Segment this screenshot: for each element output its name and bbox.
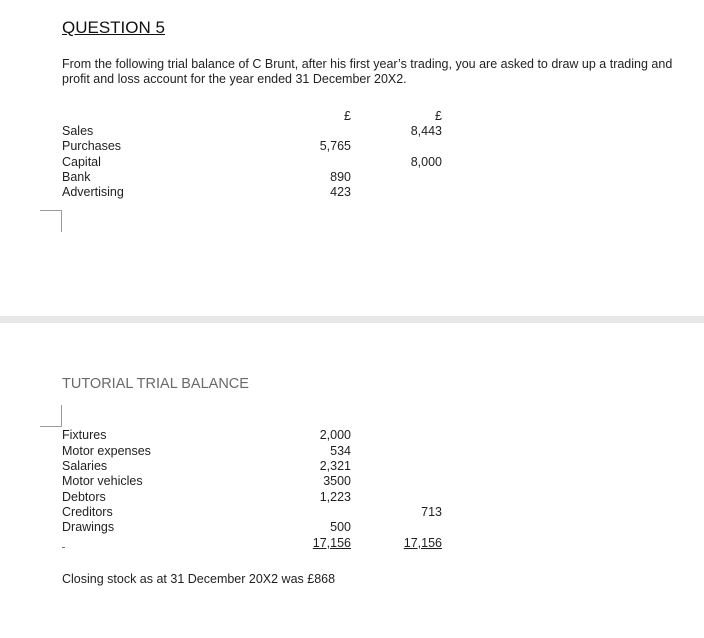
credit-value: 8,000: [410, 155, 442, 169]
question-heading: QUESTION 5: [62, 18, 165, 37]
page-break-divider: [0, 316, 704, 323]
debit-value: 3500: [323, 474, 351, 488]
table-row: [0, 490, 704, 506]
page-margin-corner-mark: [40, 210, 62, 232]
table-row: [0, 474, 704, 490]
debit-value: 890: [330, 170, 351, 184]
account-label: Fixtures: [62, 428, 107, 442]
account-label: Capital: [62, 155, 101, 169]
tutorial-heading: TUTORIAL TRIAL BALANCE: [62, 376, 249, 392]
table-row: [0, 124, 704, 140]
table-row: [0, 459, 704, 475]
account-label: Advertising: [62, 185, 124, 199]
credit-currency-header: £: [435, 109, 442, 123]
debit-currency-header: £: [344, 109, 351, 123]
account-label: Drawings: [62, 520, 115, 534]
debit-value: 5,765: [319, 139, 351, 153]
question-intro: From the following trial balance of C Brunt, after his first year’s trading, you are asked to draw up a trading and profit and loss account for the year ended 31 December 20X2.: [62, 57, 673, 86]
debit-value: 534: [330, 444, 351, 458]
debit-value: 500: [330, 520, 351, 534]
account-label: Debtors: [62, 490, 106, 504]
account-label: Sales: [62, 124, 94, 138]
table-row: [0, 155, 704, 171]
account-label: Motor vehicles: [62, 474, 143, 488]
credit-value: 8,443: [410, 124, 442, 138]
closing-stock-note: Closing stock as at 31 December 20X2 was £868: [62, 572, 336, 586]
page-margin-corner-mark: [40, 405, 62, 427]
account-label: Creditors: [62, 505, 113, 519]
account-label: Purchases: [62, 139, 122, 153]
debit-value: 2,000: [319, 428, 351, 442]
account-label: Motor expenses: [62, 444, 151, 458]
table-row: [0, 170, 704, 186]
debit-value: 2,321: [319, 459, 351, 473]
totals-row: [0, 536, 704, 552]
table-row: [0, 520, 704, 536]
debit-total: 17,156: [312, 536, 351, 550]
account-label: Salaries: [62, 459, 108, 473]
credit-value: 713: [421, 505, 442, 519]
table-row: [0, 428, 704, 444]
debit-value: 423: [330, 185, 351, 199]
table-row: [0, 139, 704, 155]
table-row: [0, 444, 704, 460]
table-row: [0, 505, 704, 521]
account-label: Bank: [62, 170, 91, 184]
table-row: [0, 185, 704, 201]
credit-total: 17,156: [403, 536, 442, 550]
debit-value: 1,223: [319, 490, 351, 504]
